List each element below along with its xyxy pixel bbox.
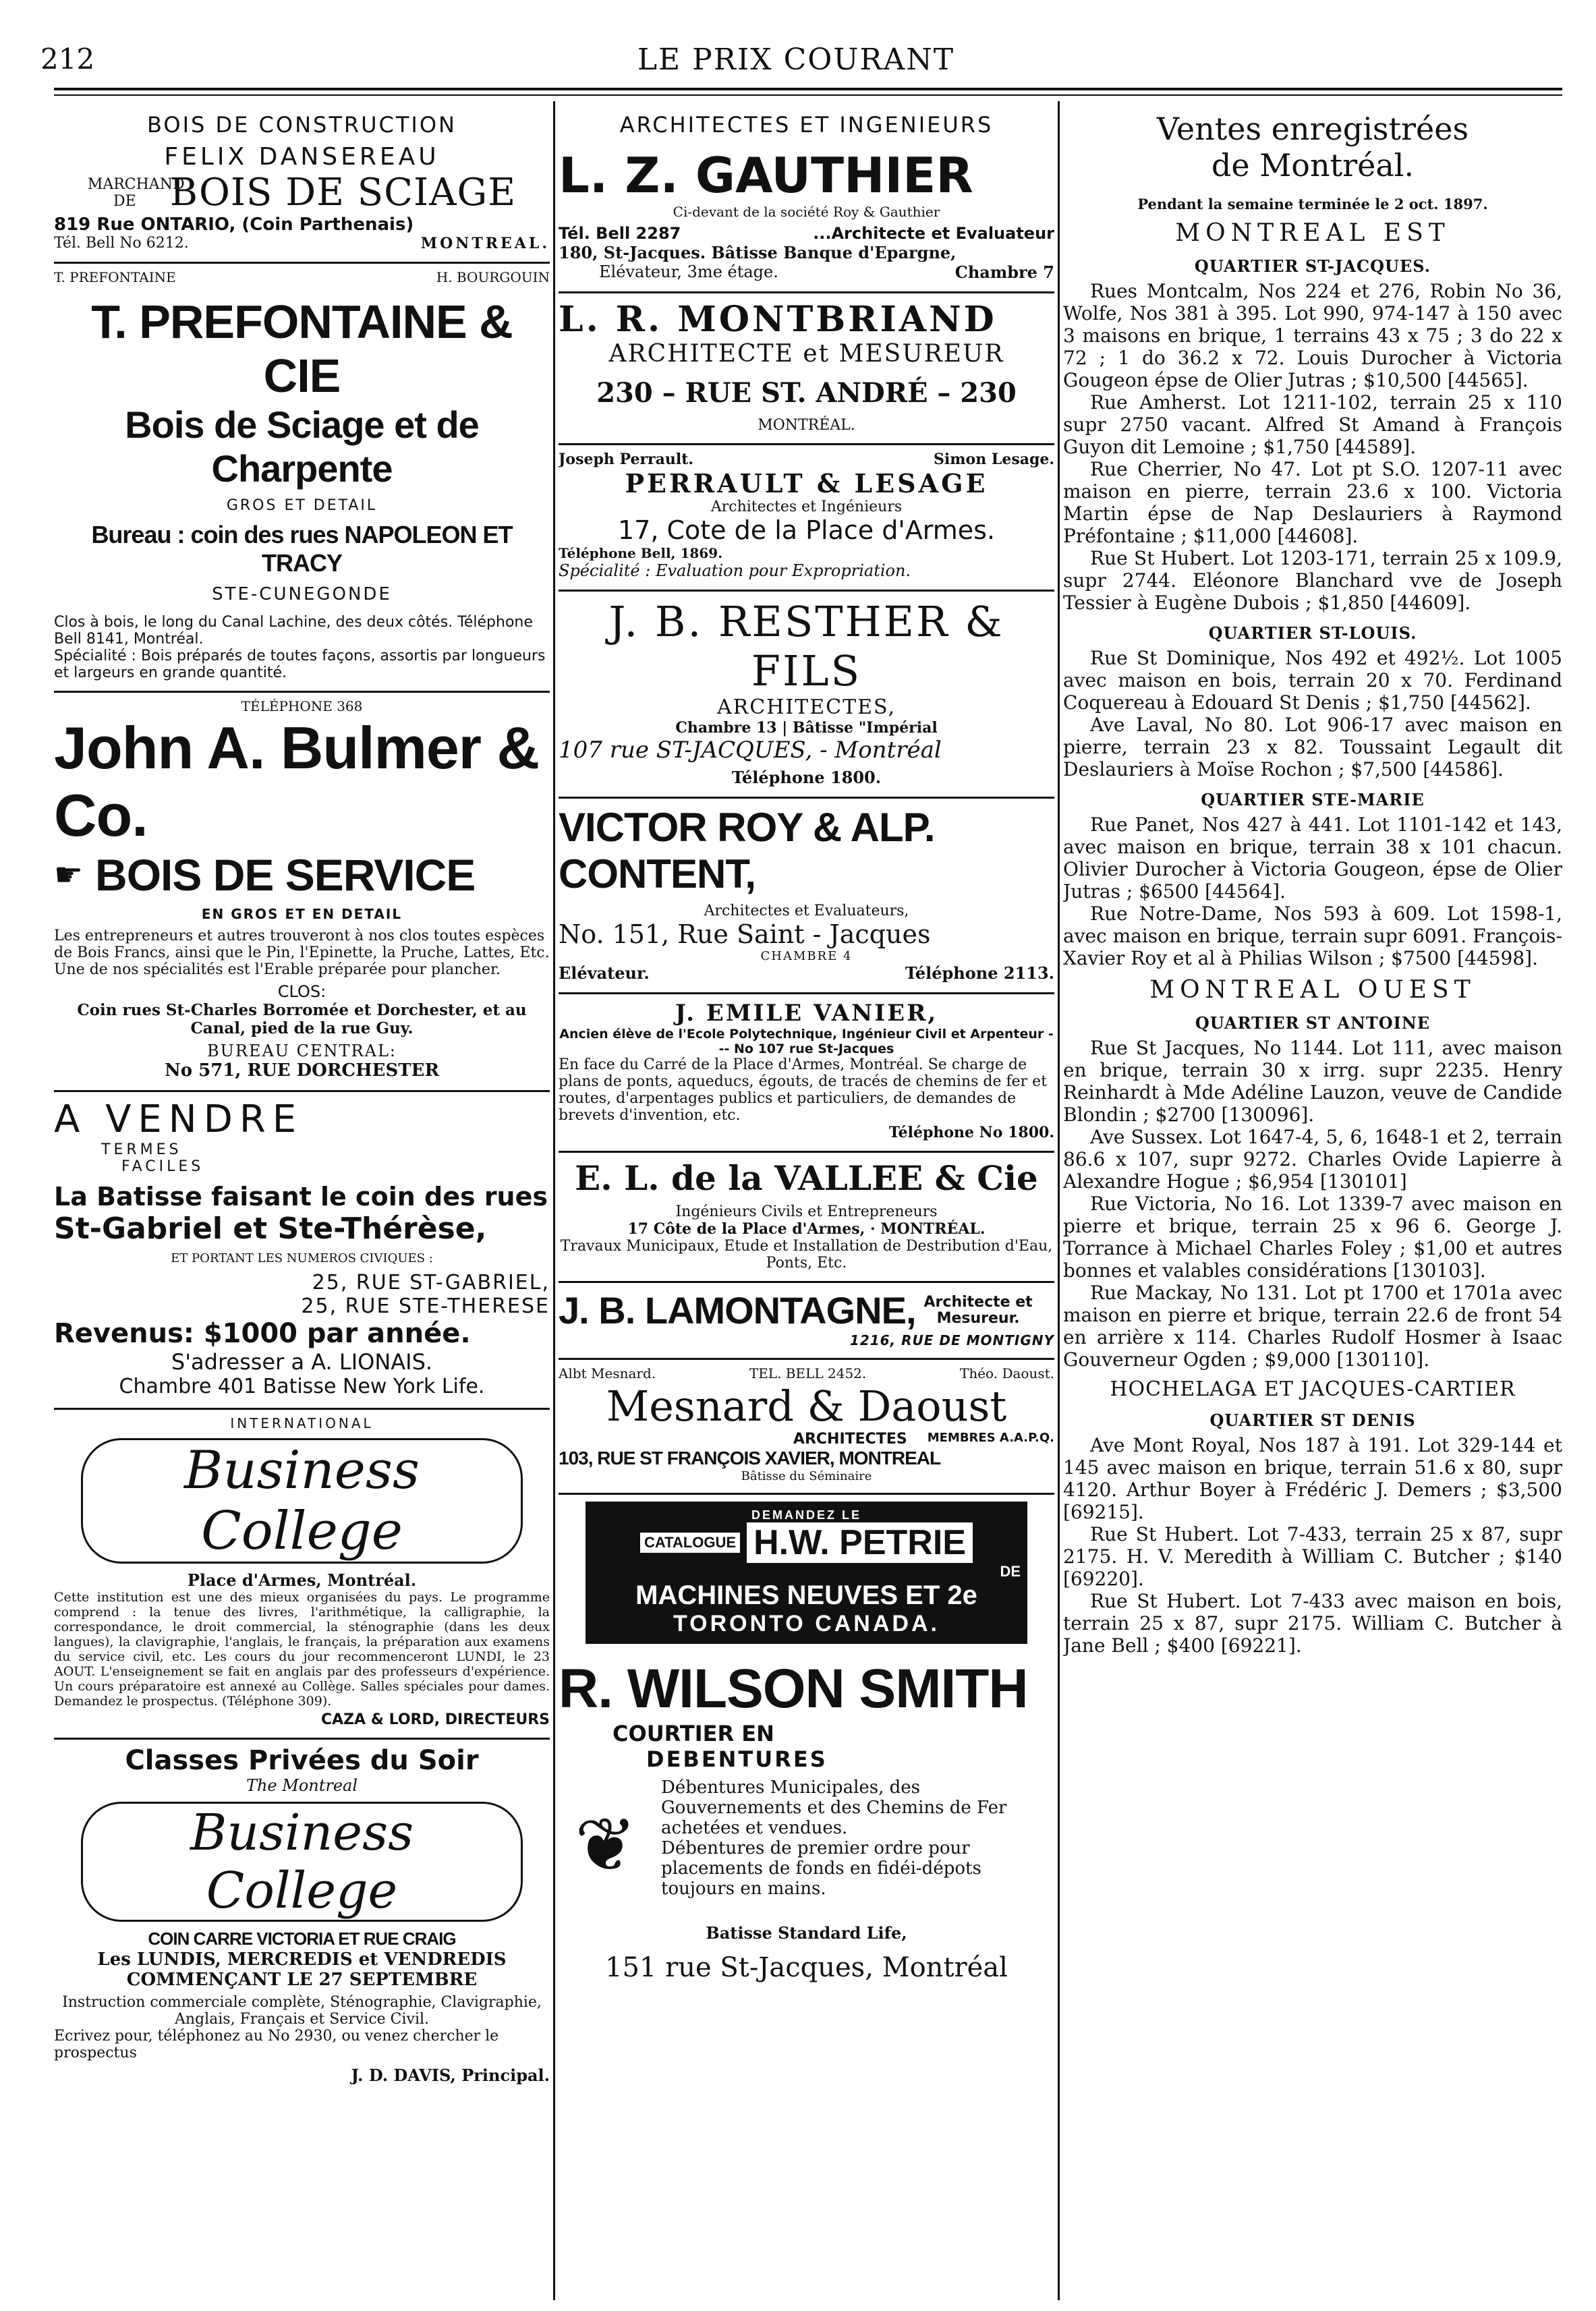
ad-vanier xyxy=(559,994,1054,1153)
advertiser-name: John A. Bulmer & Co. xyxy=(54,714,540,849)
ad-dansereau xyxy=(54,107,550,264)
ad-subheading: CLOS: xyxy=(277,982,326,1001)
petrie-name: H.W. PETRIE xyxy=(747,1522,973,1563)
advertiser-role: MARCHAND DE xyxy=(87,175,185,210)
sale-entry: Rue St Jacques, No 1144. Lot 111, avec maison en brique, terrain 30 x irrg. supr 2235. Henry Reinhardt à Mde Adéline Lauzon, veuve de Candide Blondin ; $2700 [130096]. xyxy=(1063,1037,1562,1126)
column-left xyxy=(54,107,550,2299)
logo-top-text: The Montreal xyxy=(246,1776,358,1795)
petrie-top-text: DEMANDEZ LE xyxy=(751,1508,861,1522)
quartier-heading: QUARTIER ST DENIS xyxy=(1209,1410,1416,1430)
advertiser-members: MEMBRES A.A.P.Q. xyxy=(927,1431,1054,1445)
petrie-catalogue: CATALOGUE xyxy=(640,1533,740,1553)
advertiser-elevator: Elévateur. xyxy=(559,963,650,983)
ad-directors: CAZA & LORD, DIRECTEURS xyxy=(320,1711,550,1728)
ad-address: 25, RUE ST-GABRIEL, xyxy=(312,1271,550,1294)
advertiser-tagline: GROS ET DETAIL xyxy=(226,497,378,514)
sale-entry: Rue St Hubert. Lot 1203-171, terrain 25 x 109.9, supr 2744. Eléonore Blanchard vve de Joseph Tessier à Eugène Dubois ; $1,850 [44609]. xyxy=(1063,547,1562,614)
sale-entry: Rue St Dominique, Nos 492 et 492½. Lot 1005 avec maison en bois, terrain 20 x 70. Ferdinand Coquereau à Edouard St Denis ; $1,750 [44562]. xyxy=(1063,647,1562,714)
ad-text: Ecrivez pour, téléphonez au No 2930, ou venez chercher le prospectus xyxy=(54,2028,499,2061)
partner-name: H. BOURGOUIN xyxy=(436,269,550,285)
quartier-heading: QUARTIER ST ANTOINE xyxy=(1195,1013,1431,1033)
petrie-city: TORONTO CANADA. xyxy=(673,1611,940,1636)
ad-title: A VENDRE xyxy=(54,1097,304,1141)
advertiser-name: T. PREFONTAINE & CIE xyxy=(91,295,513,402)
advertiser-tagline: EN GROS ET EN DETAIL xyxy=(201,906,403,922)
advertiser-building: Batisse Standard Life, xyxy=(706,1923,907,1943)
advertiser-elevator: Elévateur, 3me étage. xyxy=(599,262,778,281)
advertiser-role: Mesureur. xyxy=(936,1309,1020,1327)
advertiser-address: 230 – RUE ST. ANDRÉ – 230 xyxy=(596,377,1017,409)
ventes-week: Pendant la semaine terminée le 2 oct. 1897. xyxy=(1137,196,1488,212)
quartier-heading: QUARTIER ST-LOUIS. xyxy=(1208,623,1417,643)
ad-start: COMMENÇANT LE 27 SEPTEMBRE xyxy=(126,1970,478,1990)
advertiser-address: 1216, RUE DE MONTIGNY xyxy=(849,1332,1054,1348)
ventes-title: de Montréal. xyxy=(1211,147,1415,183)
ad-address: COIN CARRE VICTORIA ET RUE CRAIG xyxy=(148,1929,456,1949)
sale-entry: Rue Cherrier, No 47. Lot pt S.O. 1207-11 avec maison en pierre, terrain 23.6 x 100. Victoria Martin épse de Nap Deslauriers à Raymond Préfontaine ; $11,000 [44608]. xyxy=(1063,458,1562,547)
page-number: 212 xyxy=(40,42,95,76)
ad-text: Les entrepreneurs et autres trouveront à nos clos toutes espèces de Bois Francs, ainsi que le Pin, l'Epinette, la Pruche, Lattes, Etc. xyxy=(54,928,550,961)
sale-entry: Rue St Hubert. Lot 7-433, terrain 25 x 87, supr 2175. H. V. Meredith à William C. Butcher ; $140 [69220]. xyxy=(1063,1523,1562,1590)
advertiser-address: 107 rue ST-JACQUES, - Montréal xyxy=(559,737,942,764)
sale-entry: Rue Panet, Nos 427 à 441. Lot 1101-142 et 143, avec maison en brique, terrain 38 x 101 chacun. Olivier Durocher à Victoria Gougeon, épse de Olier Jutras ; $6500 [44564]. xyxy=(1063,814,1562,903)
montreal-business-college-logo: Business College xyxy=(81,1802,523,1922)
partner-name: Théo. Daoust. xyxy=(960,1365,1054,1381)
ad-text: Clos à bois, le long du Canal Lachine, des deux côtés. Téléphone Bell 8141, Montréal. xyxy=(54,614,533,648)
header-rule xyxy=(54,88,1562,90)
sale-entry: Ave Mont Royal, Nos 187 à 191. Lot 329-144 et 145 avec maison en brique, terrain 51.6 x 80, supr 4120. Arthur Boyer à Frédéric J. Demers ; $3,500 [69215]. xyxy=(1063,1434,1562,1523)
ad-office: Chambre 401 Batisse New York Life. xyxy=(119,1375,485,1398)
advertiser-trade: Bois de Sciage et de Charpente xyxy=(125,403,479,490)
ad-contact: S'adresser a A. LIONAIS. xyxy=(171,1349,433,1375)
advertiser-former: Ci-devant de la société Roy & Gauthier xyxy=(673,204,940,220)
advertiser-address: 151 rue St-Jacques, Montréal xyxy=(605,1952,1008,1983)
advertiser-name: L. Z. GAUTHIER xyxy=(559,147,973,204)
ad-text: Spécialité : Bois préparés de toutes façons, assortis par longueurs et largeurs en grande quantité. xyxy=(54,648,546,681)
advertiser-role: ...Architecte et Evaluateur xyxy=(813,224,1054,243)
sale-entry: Rue Victoria, No 16. Lot 1339-7 avec maison en pierre et brique, terrain 25 x 96 6. George J. Torrance à Michael Charles Foley ; $1,00 et autres bonnes et valables considérations [130103]. xyxy=(1063,1193,1562,1282)
sale-entry: Rue Notre-Dame, Nos 593 à 609. Lot 1598-1, avec maison en brique, terrain supr 6091. François-Xavier Roy et al à Philias Wilson ; $7500 [44598]. xyxy=(1063,903,1562,969)
advertiser-phone: Téléphone Bell, 1869. xyxy=(559,545,723,561)
advertiser-name: VICTOR ROY & ALP. CONTENT, xyxy=(559,805,935,896)
district-heading: MONTREAL OUEST xyxy=(1149,976,1476,1004)
advertiser-phone: TEL. BELL 2452. xyxy=(749,1365,867,1381)
ad-montbriand xyxy=(559,293,1054,445)
page-header xyxy=(40,37,1551,91)
ad-vallee xyxy=(559,1153,1054,1283)
advertiser-name: R. WILSON SMITH xyxy=(559,1658,1028,1719)
partner-name: Joseph Perrault. xyxy=(559,451,694,468)
advertiser-name: PERRAULT & LESAGE xyxy=(625,468,988,498)
ad-terms: TERMES xyxy=(101,1141,182,1158)
quartier-heading: QUARTIER STE-MARIE xyxy=(1201,790,1425,809)
advertiser-place: STE-CUNEGONDE xyxy=(212,584,392,604)
advertiser-address: No. 151, Rue Saint - Jacques xyxy=(559,919,931,949)
advertiser-address: 103, RUE ST FRANÇOIS XAVIER, MONTREAL xyxy=(559,1448,941,1468)
ad-terms: FACILES xyxy=(121,1158,204,1175)
sale-entry: Rue Amherst. Lot 1211-102, terrain 25 x 110 supr 2750 vacant. Alfred St Amand à François Guyon dit Lemoine ; $1,750 [44589]. xyxy=(1063,391,1562,458)
ad-a-vendre xyxy=(54,1092,550,1410)
advertiser-name: J. EMILE VANIER, xyxy=(675,1000,938,1027)
logo-top-text: INTERNATIONAL xyxy=(230,1415,374,1431)
district-heading: MONTREAL EST xyxy=(1175,219,1450,247)
ad-business-college xyxy=(54,1410,550,1740)
advertiser-role: DEBENTURES xyxy=(646,1746,828,1772)
advertiser-phone: TÉLÉPHONE 368 xyxy=(241,698,363,714)
ad-text: En face du Carré de la Place d'Armes, Montréal. Se charge de plans de ponts, aqueducs, égouts, de tracés de chemins de fer et routes, d'arpentages publics et particuliers, de demandes de brevets d'invention, etc. xyxy=(559,1056,1048,1124)
ad-subheading: BUREAU CENTRAL: xyxy=(207,1042,397,1060)
sale-entry: Rue St Hubert. Lot 7-433 avec maison en bois, terrain 25 x 87, supr 2175. William C. Butcher à Jane Bell ; $400 [69221]. xyxy=(1063,1590,1562,1657)
advertiser-name: J. B. LAMONTAGNE, xyxy=(559,1289,916,1332)
pointing-hand-icon: ☛ xyxy=(54,856,84,894)
sale-entry: Ave Sussex. Lot 1647-4, 5, 6, 1648-1 et 2, terrain 86.6 x 107, supr 9272. Charles Ovide Lapierre à Alexandre Hogue ; $6,954 [130101] xyxy=(1063,1126,1562,1193)
ventes-title: Ventes enregistrées xyxy=(1156,111,1469,147)
partner-name: T. PREFONTAINE xyxy=(54,269,176,285)
ad-petrie xyxy=(586,1502,1027,1644)
advertiser-role: Ingénieurs Civils et Entrepreneurs xyxy=(675,1203,938,1220)
ad-line: ET PORTANT LES NUMEROS CIVIQUES : xyxy=(171,1251,433,1265)
ad-address: Place d'Armes, Montréal. xyxy=(187,1570,417,1590)
ad-classes-privees xyxy=(54,1740,550,2085)
ornament-icon: ❦ xyxy=(574,1802,637,1888)
advertiser-address: 180, St-Jacques. Bâtisse Banque d'Epargne, xyxy=(559,243,957,262)
partner-name: Albt Mesnard. xyxy=(559,1365,656,1381)
advertiser-name: FELIX DANSEREAU xyxy=(164,143,440,171)
advertiser-trade: BOIS DE SCIAGE xyxy=(169,171,517,215)
ad-text: Une de nos spécialités est l'Erable préparée pour plancher. xyxy=(54,961,501,978)
business-college-logo: Business College xyxy=(81,1438,523,1564)
advertiser-room: CHAMBRE 4 xyxy=(760,949,853,963)
advertiser-role: Architectes et Ingénieurs xyxy=(710,498,903,515)
advertiser-phone: Téléphone 2113. xyxy=(905,963,1054,983)
advertiser-role: Architectes et Evaluateurs, xyxy=(704,903,909,919)
ad-lamontagne xyxy=(559,1283,1054,1360)
ad-days: Les LUNDIS, MERCREDIS et VENDREDIS xyxy=(97,1949,507,1970)
ad-gauthier xyxy=(559,107,1054,293)
ad-line: La Batisse faisant le coin des rues xyxy=(54,1182,548,1211)
ad-roy-content xyxy=(559,799,1054,994)
column-divider-2 xyxy=(1058,101,1060,2300)
publication-title: LE PRIX COURANT xyxy=(637,42,955,77)
sale-entry: Rue Mackay, No 131. Lot pt 1700 et 1701a avec maison en pierre et brique, terrain 22.6 de front 54 en arrière x 114. Charles Rudolf Hosmer à Isaac Gouverneur Ogden ; $9,000 [130110]. xyxy=(1063,1282,1562,1371)
advertiser-trade: BOIS DE SERVICE xyxy=(95,850,476,900)
advertiser-name: J. B. RESTHER & FILS xyxy=(608,597,1004,695)
ad-mesnard-daoust xyxy=(559,1360,1054,1495)
ad-line: St-Gabriel et Ste-Thérèse, xyxy=(54,1211,487,1246)
advertiser-name: Mesnard & Daoust xyxy=(606,1381,1007,1431)
advertiser-city: MONTREAL. xyxy=(420,235,550,252)
advertiser-phone: Téléphone 1800. xyxy=(731,768,882,787)
advertiser-city: MONTRÉAL. xyxy=(758,417,855,434)
advertiser-role: COURTIER EN xyxy=(612,1721,774,1746)
header-rule-thin xyxy=(54,94,1562,96)
advertiser-role: ARCHITECTE et MESUREUR xyxy=(608,340,1004,368)
ad-prefontaine xyxy=(54,264,550,693)
column-divider-1 xyxy=(553,101,555,2300)
advertiser-role: Ancien élève de l'Ecole Polytechnique, Ingénieur Civil et Arpenteur --- No 107 rue St-Jacques xyxy=(559,1027,1054,1056)
ad-address: Coin rues St-Charles Borromée et Dorchester, et au Canal, pied de la rue Guy. xyxy=(77,1001,527,1037)
ventes-list xyxy=(1063,219,1562,1657)
advertiser-name: L. R. MONTBRIAND xyxy=(559,299,997,340)
advertiser-room: Chambre 13 | Bâtisse "Impérial xyxy=(675,719,938,737)
ad-text: Travaux Municipaux, Etude et Installation de Destribution d'Eau, Ponts, Etc. xyxy=(560,1238,1053,1272)
advertiser-specialty: Spécialité : Evaluation pour Expropriation. xyxy=(559,561,911,580)
advertiser-role: Architecte et xyxy=(923,1293,1033,1311)
district-heading: HOCHELAGA ET JACQUES-CARTIER xyxy=(1110,1377,1516,1401)
ad-text: Débentures Municipales, des Gouvernements et des Chemins de Fer achetées et vendues. xyxy=(661,1777,1007,1838)
partner-name: Simon Lesage. xyxy=(934,451,1054,468)
advertiser-building: Bâtisse du Séminaire xyxy=(741,1469,872,1483)
ad-principal: J. D. DAVIS, Principal. xyxy=(351,2065,550,2085)
petrie-line: MACHINES NEUVES ET 2e xyxy=(635,1580,977,1610)
advertiser-role: ARCHITECTES, xyxy=(716,695,896,719)
ad-resther xyxy=(559,592,1054,799)
ad-text: Cette institution est une des mieux organisées du pays. Le programme comprend : la tenue des livres, l'arithmétique, la calligraphie, la correspondance, le droit commercial, la sténographie (dans les deux langues), la clavigraphie, l'anglais, le français, la préparation aux examens du service civil, etc. Les cours du jour recommenceront LUNDI, le 23 AOUT. L'enseignement se fait en anglais par des professeurs d'expérience. Un cours préparatoire est annexé au Collège. Salles spéciales pour dames. Demandez le prospectus. (Téléphone 309). xyxy=(54,1590,550,1709)
petrie-de: DE xyxy=(1000,1563,1021,1580)
section-heading: BOIS DE CONSTRUCTION xyxy=(147,112,457,138)
advertiser-phone: Téléphone No 1800. xyxy=(888,1124,1054,1141)
advertiser-address: 17, Cote de la Place d'Armes. xyxy=(617,515,996,545)
ad-wilson-smith xyxy=(559,1651,1054,1983)
column-right xyxy=(1063,107,1562,2299)
advertiser-room: Chambre 7 xyxy=(954,262,1054,282)
ad-address: No 571, RUE DORCHESTER xyxy=(164,1060,440,1081)
ad-text: Instruction commerciale complète, Sténographie, Clavigraphie, Anglais, Français et Service Civil. xyxy=(62,1994,542,2028)
sale-entry: Ave Laval, No 80. Lot 906-17 avec maison en pierre, terrain 23 x 82. Toussaint Legault dit Deslauriers à Moïse Rochon ; $7,500 [44586]. xyxy=(1063,714,1562,780)
ad-bulmer xyxy=(54,693,550,1092)
advertiser-address: 819 Rue ONTARIO, (Coin Parthenais) xyxy=(54,215,414,235)
advertiser-phone: Tél. Bell 2287 xyxy=(559,224,681,243)
ad-revenue: Revenus: $1000 par année. xyxy=(54,1318,471,1349)
ad-perrault-lesage xyxy=(559,445,1054,592)
column-middle xyxy=(559,107,1054,2299)
quartier-heading: QUARTIER ST-JACQUES. xyxy=(1194,256,1431,276)
ad-text: Débentures de premier ordre pour placements de fonds en fidéi-dépots toujours en mains. xyxy=(661,1838,981,1899)
section-heading: ARCHITECTES ET INGENIEURS xyxy=(619,112,994,138)
advertiser-name: E. L. de la VALLEE & Cie xyxy=(575,1158,1038,1198)
advertiser-role: ARCHITECTES xyxy=(793,1431,907,1448)
ad-address: 25, RUE STE-THERESE xyxy=(301,1294,550,1318)
advertiser-phone: Tél. Bell No 6212. xyxy=(54,235,189,252)
sale-entry: Rues Montcalm, Nos 224 et 276, Robin No 36, Wolfe, Nos 381 à 395. Lot 990, 974-147 à 150 avec 3 maisons en brique, 1 terrains 43 x 75 ; 3 do 22 x 72 ; 1 do 36.2 x 72. Louis Durocher à Victoria Gougeon épse de Olier Jutras ; $10,500 [44565]. xyxy=(1063,280,1562,391)
ad-title: Classes Privées du Soir xyxy=(125,1745,479,1776)
advertiser-address: Bureau : coin des rues NAPOLEON ET TRACY xyxy=(91,521,513,577)
advertiser-address: 17 Côte de la Place d'Armes, · MONTRÉAL. xyxy=(627,1220,986,1238)
